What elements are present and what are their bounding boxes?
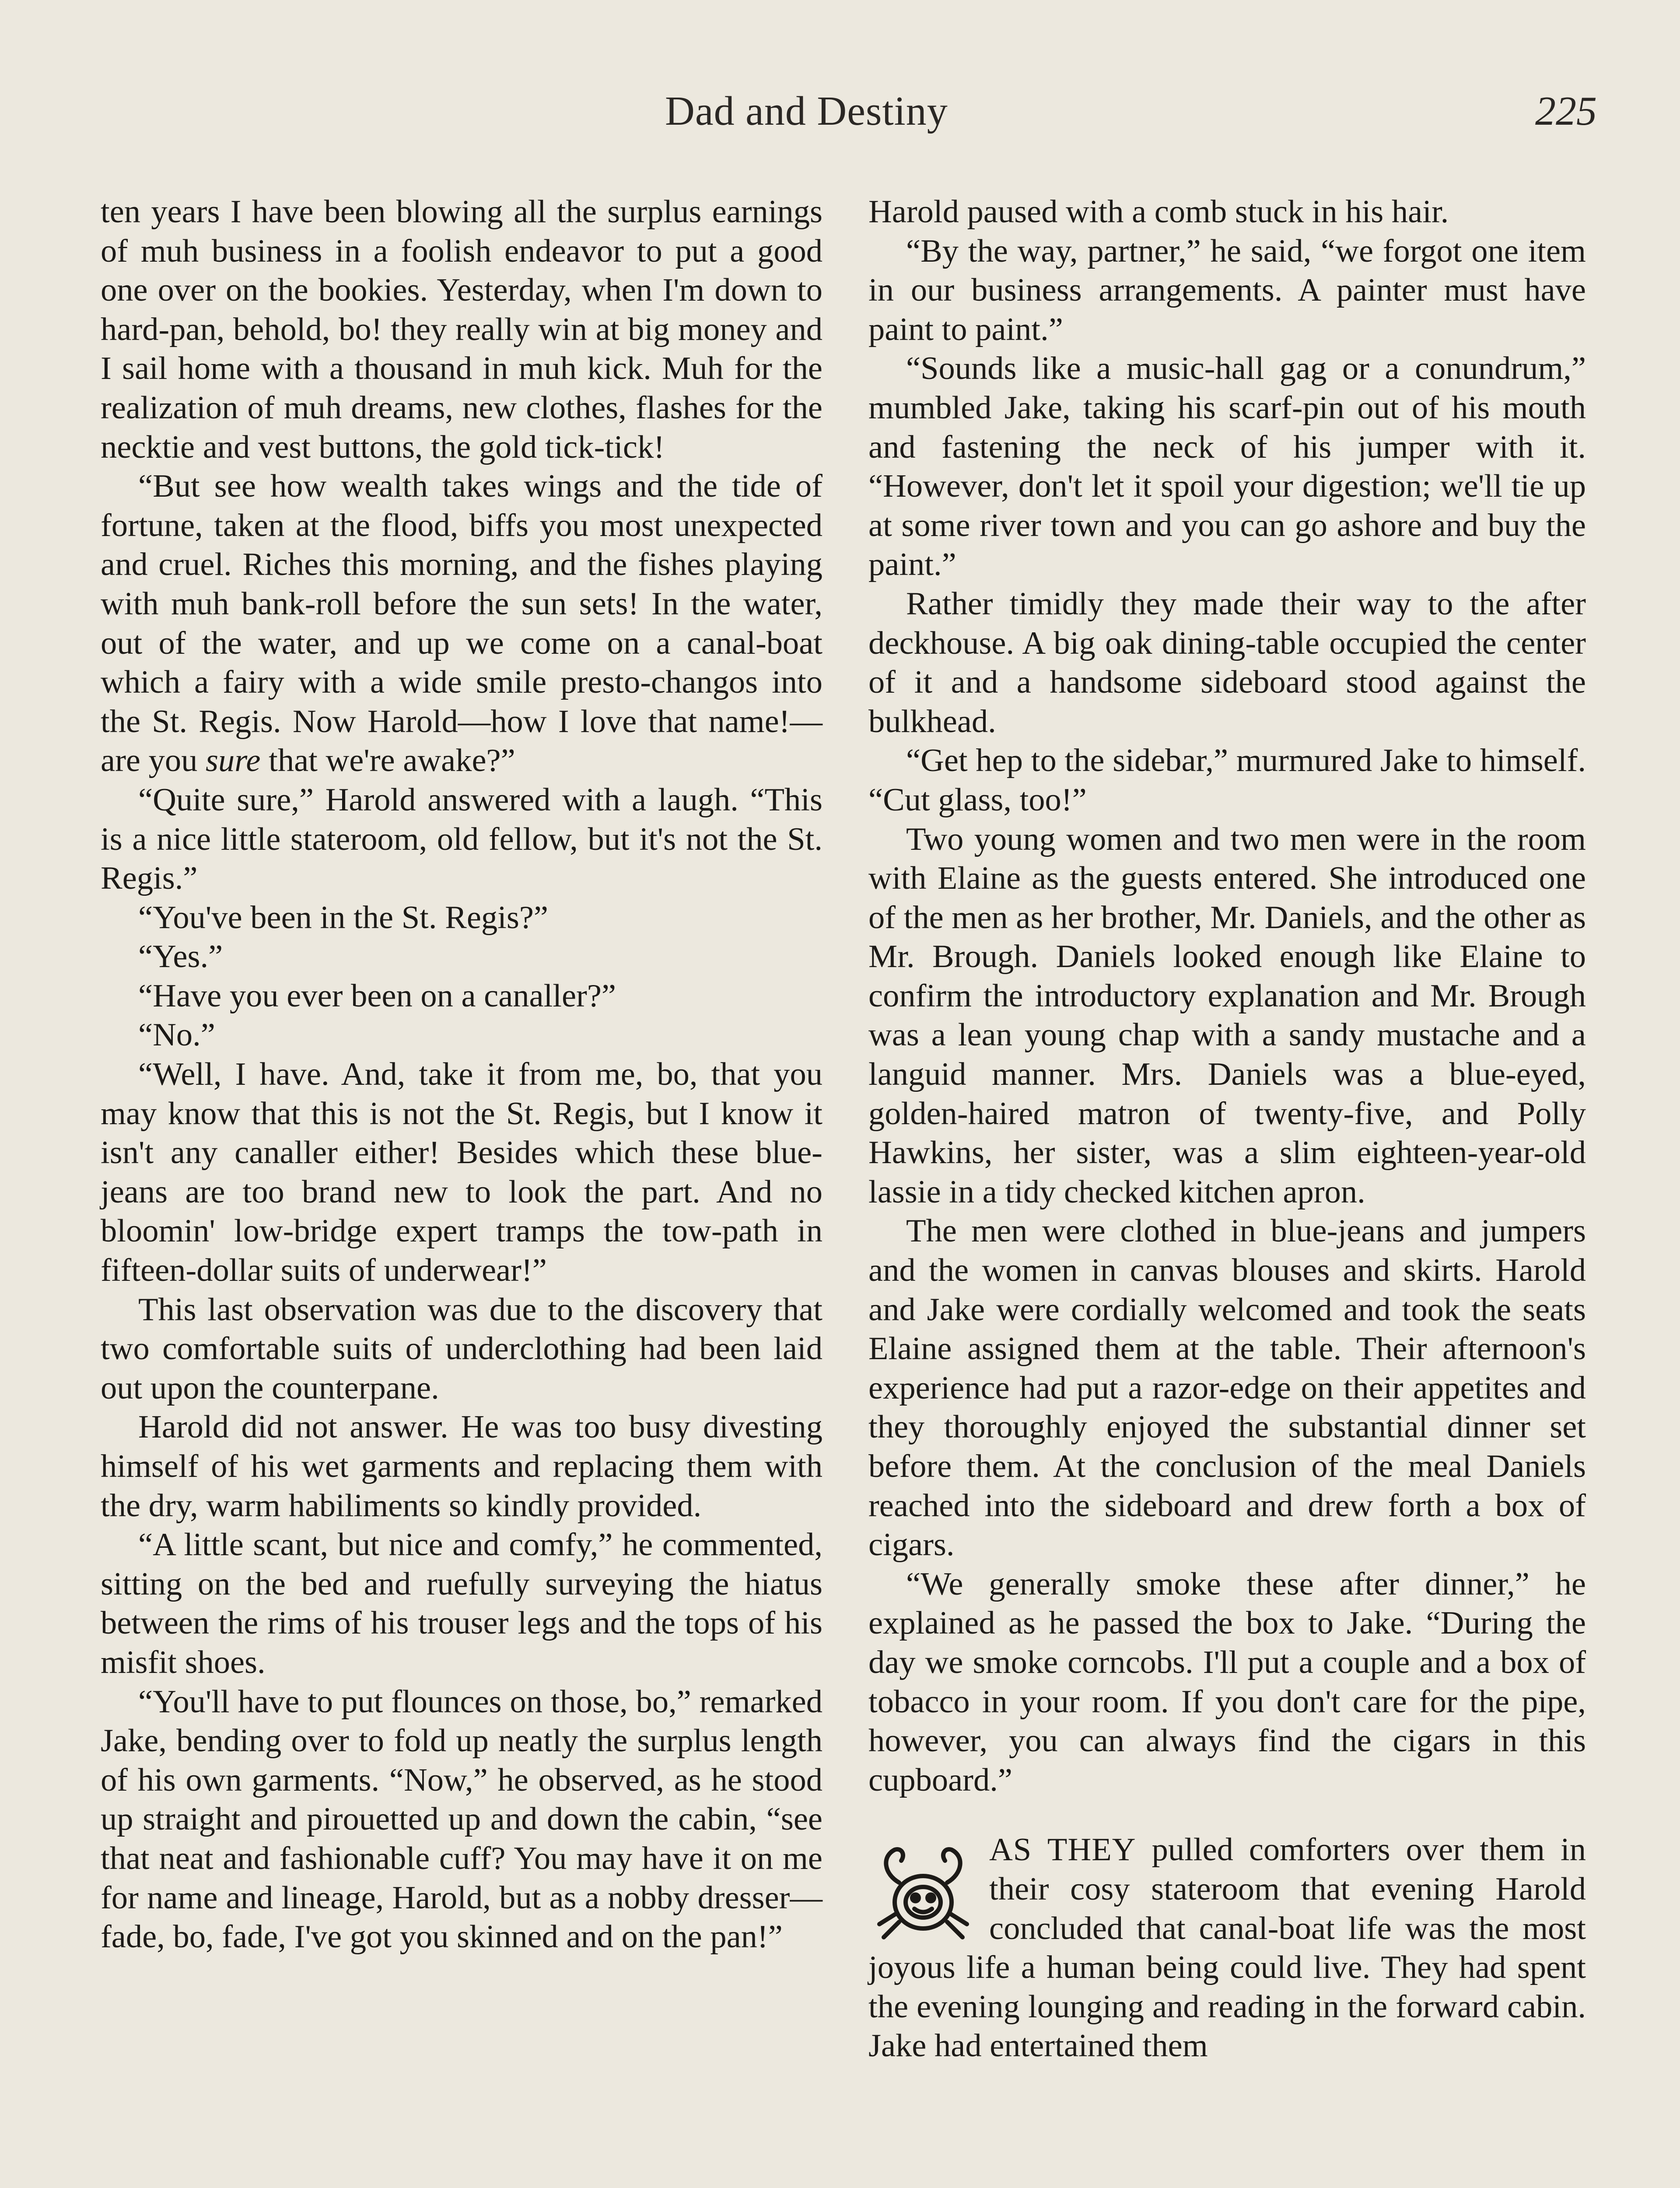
paragraph: “You've been in the St. Regis?” [138, 899, 548, 936]
paragraph: “Well, I have. And, take it from me, bo, that you may know that this is not the St. Regis, but I know it isn't any canaller either! Besides which these blue-jeans are too brand new to look the part. And no bloomin' low-bridge expert tramps the tow-path in fifteen-dollar suits of underwear!” [101, 1056, 822, 1289]
paragraph: “You'll have to put flounces on those, bo,” remarked Jake, bending over to fold up neatly the surplus length of his own garments. “Now,” he observed, as he stood up straight and pirouetted up and down the cabin, “see that neat and fashionable cuff? You may have it on me for name and lineage, Harold, but as a nobby dresser—fade, bo, fade, I've got you skinned and on the pan!” [101, 1683, 822, 1955]
paragraph: This last observation was due to the discovery that two comfortable suits of underclothing had been laid out upon the counterpane. [101, 1291, 822, 1406]
paragraph: “Quite sure,” Harold answered with a laugh. “This is a nice little stateroom, old fellow, but it's not the St. Regis.” [101, 782, 822, 897]
page-number: 225 [1535, 88, 1597, 134]
right-column [868, 193, 1586, 2066]
paragraph: “Get hep to the sidebar,” murmured Jake to himself. “Cut glass, too!” [868, 743, 1586, 818]
paragraph: “No.” [138, 1017, 215, 1053]
section-opening-paragraph: AS THEY pulled comforters over them in their cosy stateroom that evening Harold concluded that canal-boat life was the most joyous life a human being could live. They had spent the evening lounging and reading in the forward cabin. Jake had entertained them [868, 1832, 1586, 2064]
paragraph: “Sounds like a music-hall gag or a conundrum,” mumbled Jake, taking his scarf-pin out of his mouth and fastening the neck of his jumper with it. “However, don't let it spoil your digestion; we'll tie up at some river town and you can go ashore and buy the paint.” [868, 351, 1586, 583]
paragraph: Harold did not answer. He was too busy divesting himself of his wet garments and replacing them with the dry, warm habiliments so kindly provided. [101, 1409, 822, 1524]
paragraph: “Have you ever been on a canaller?” [138, 978, 616, 1014]
paragraph: Two young women and two men were in the room with Elaine as the guests entered. She introduced one of the men as her brother, Mr. Daniels, and the other as Mr. Brough. Daniels looked enough like Elaine to confirm the introductory explanation and Mr. Brough was a lean young chap with a sandy mustache and a languid manner. Mrs. Daniels was a blue-eyed, golden-haired matron of twenty-five, and Polly Hawkins, her sister, was a slim eighteen-year-old lassie in a tidy checked kitchen apron. [868, 821, 1586, 1210]
paragraph: Harold paused with a comb stuck in his hair. [868, 194, 1449, 230]
paragraph: “Yes.” [138, 939, 223, 975]
italic-word: sure [205, 743, 261, 779]
paragraph: “We generally smoke these after dinner,” he explained as he passed the box to Jake. “During the day we smoke corncobs. I'll put a couple and a box of tobacco in your room. If you don't care for the pipe, however, you can always find the cigars in this cupboard.” [868, 1566, 1586, 1798]
running-head-title: Dad and Destiny [665, 88, 948, 134]
running-head [0, 88, 1680, 153]
paragraph: The men were clothed in blue-jeans and jumpers and the women in canvas blouses and skirts. Harold and Jake were cordially welcomed and took the seats Elaine assigned them at the table. Their afternoon's experience had put a razor-edge on their appetites and they thoroughly enjoyed the substantial dinner set before them. At the conclusion of the meal Daniels reached into the sideboard and drew forth a box of cigars. [868, 1213, 1586, 1563]
paragraph: “By the way, partner,” he said, “we forgot one item in our business arrangements. A painter must have paint to paint.” [868, 233, 1586, 347]
section-break [868, 1800, 1586, 1830]
paragraph: Rather timidly they made their way to the after deckhouse. A big oak dining-table occupied the center of it and a handsome sideboard stood against the bulkhead. [868, 586, 1586, 740]
paragraph: ten years I have been blowing all the surplus earnings of muh business in a foolish endeavor to put a good one over on the bookies. Yesterday, when I'm down to hard-pan, behold, bo! they really win at big money and I sail home with a thousand in muh kick. Muh for the realization of muh dreams, new clothes, flashes for the necktie and vest buttons, the gold tick-tick! [101, 194, 822, 465]
section-lead-caps: AS THEY [989, 1832, 1136, 1868]
left-column [101, 193, 822, 1957]
paragraph: “But see how wealth takes wings and the tide of fortune, taken at the flood, biffs you most unexpected and cruel. Riches this morning, and the fishes playing with muh bank-roll before the sun sets! In the water, out of the water, and up we come on a canal-boat which a fairy with a wide smile presto-changos into the St. Regis. Now Harold—how I love that name!—are you sure that we're awake?” [101, 468, 822, 779]
crab-ornament-icon [868, 1837, 978, 1946]
paragraph: “A little scant, but nice and comfy,” he commented, sitting on the bed and ruefully surveying the hiatus between the rims of his trouser legs and the tops of his misfit shoes. [101, 1527, 822, 1680]
